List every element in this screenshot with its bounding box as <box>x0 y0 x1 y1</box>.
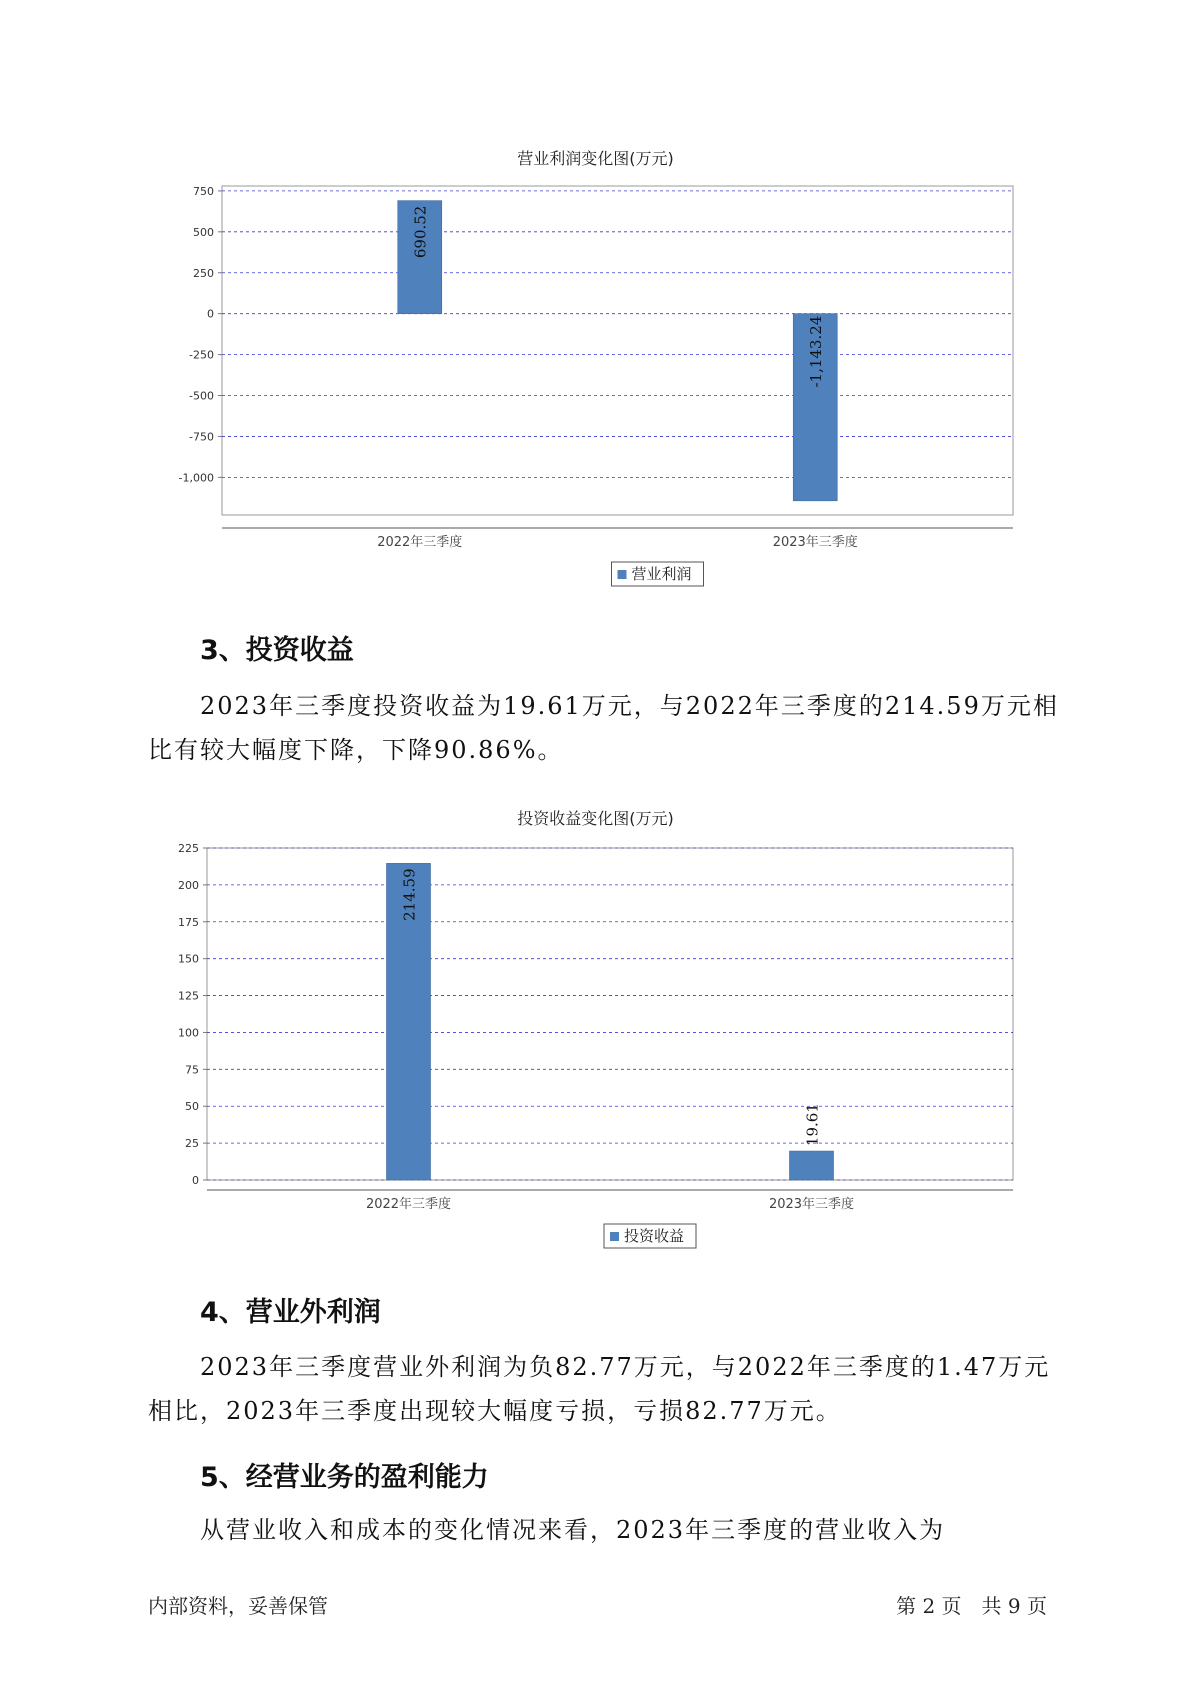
footer-page-number: 第 2 页 共 9 页 <box>896 1594 1047 1618</box>
x-tick-label: 2023年三季度 <box>772 535 858 550</box>
y-tick-label: -750 <box>189 430 214 444</box>
x-tick-label: 2022年三季度 <box>377 535 463 550</box>
data-label: 214.59 <box>400 868 419 921</box>
y-tick-label: 175 <box>178 915 199 929</box>
y-tick-label: -250 <box>189 348 214 362</box>
x-tick-label: 2022年三季度 <box>365 1197 452 1212</box>
section-4-heading: 4、营业外利润 <box>200 1297 381 1328</box>
y-tick-label: 750 <box>193 184 214 198</box>
data-label: 690.52 <box>411 205 430 259</box>
y-tick-label: 150 <box>178 952 199 966</box>
section-4-paragraph: 2023年三季度营业外利润为负82.77万元，与2022年三季度的1.47万元相比，2023年三季度出现较大幅度亏损，亏损82.77万元。 <box>148 1353 1051 1425</box>
y-tick-label: 25 <box>185 1137 199 1151</box>
data-label: -1,143.24 <box>807 315 826 388</box>
section-5-paragraph: 从营业收入和成本的变化情况来看，2023年三季度的营业收入为 <box>200 1516 946 1544</box>
y-tick-label: 75 <box>185 1063 199 1077</box>
legend-swatch <box>610 1232 619 1241</box>
section-3-paragraph: 2023年三季度投资收益为19.61万元，与2022年三季度的214.59万元相比有较大幅度下降，下降90.86%。 <box>148 692 1059 764</box>
section-5-heading: 5、经营业务的盈利能力 <box>200 1462 489 1493</box>
y-tick-label: 100 <box>178 1026 199 1040</box>
chart2-title: 投资收益变化图(万元) <box>517 809 674 828</box>
data-label: 19.61 <box>803 1103 822 1147</box>
y-tick-label: 500 <box>193 225 214 239</box>
plot-area <box>207 848 1013 1180</box>
chart1-title: 营业利润变化图(万元) <box>517 149 674 168</box>
bar-2 <box>790 1151 834 1180</box>
y-tick-label: 125 <box>178 989 199 1003</box>
y-tick-label: 0 <box>207 307 214 321</box>
x-tick-label: 2023年三季度 <box>768 1197 855 1212</box>
footer-confidential: 内部资料，妥善保管 <box>148 1594 328 1618</box>
y-tick-label: 0 <box>192 1174 199 1187</box>
legend-label: 营业利润 <box>631 565 692 583</box>
y-tick-label: 225 <box>178 842 199 855</box>
legend-label: 投资收益 <box>624 1227 685 1245</box>
section-3-heading: 3、投资收益 <box>200 635 354 666</box>
y-tick-label: 50 <box>185 1100 199 1114</box>
y-tick-label: 200 <box>178 878 199 892</box>
y-tick-label: 250 <box>193 266 214 280</box>
y-tick-label: -1,000 <box>178 471 214 485</box>
y-tick-label: -500 <box>189 389 214 403</box>
